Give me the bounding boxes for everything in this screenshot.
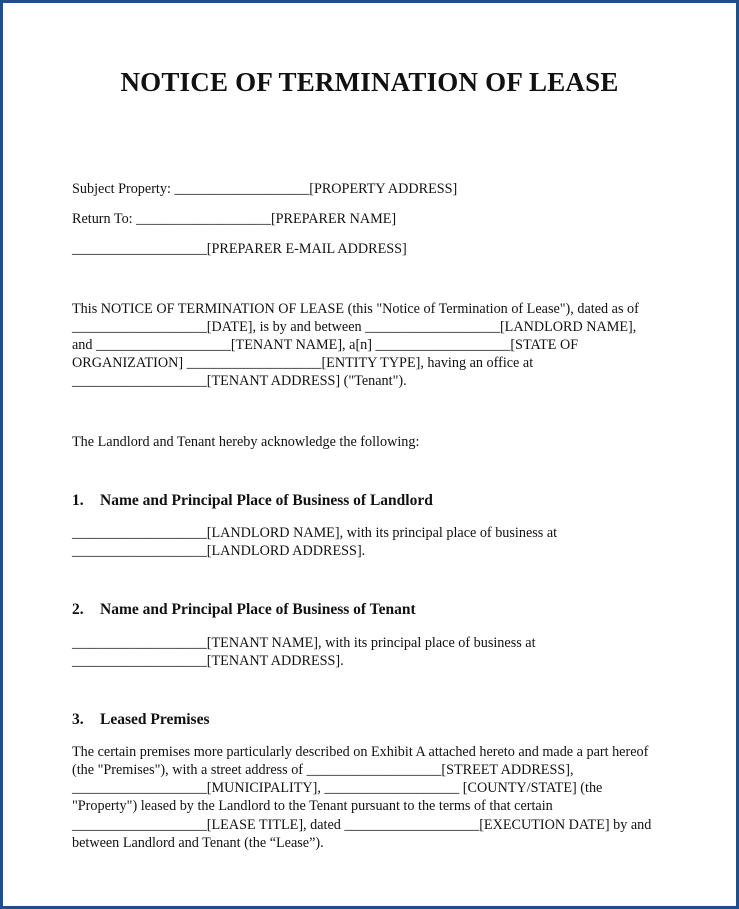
section-line: ___________________[LANDLORD ADDRESS]. bbox=[72, 543, 366, 559]
section-number: 3. bbox=[72, 711, 84, 728]
section-line: ___________________[LANDLORD NAME], with its principal place of business at bbox=[72, 525, 558, 541]
section-number: 2. bbox=[72, 601, 84, 618]
section-heading-3 bbox=[72, 711, 209, 729]
section-title: Leased Premises bbox=[100, 711, 210, 728]
intro-line: ___________________[DATE], is by and between ___________________[LANDLORD NAME], bbox=[72, 319, 637, 335]
section-line: ___________________[TENANT NAME], with its principal place of business at bbox=[72, 635, 536, 651]
intro-line: ORGANIZATION] ___________________[ENTITY TYPE], having an office at bbox=[72, 355, 534, 371]
section-title: Name and Principal Place of Business of Tenant bbox=[100, 601, 416, 618]
section-title: Name and Principal Place of Business of Landlord bbox=[100, 492, 433, 509]
section-line: between Landlord and Tenant (the “Lease”). bbox=[72, 835, 324, 851]
section-number: 1. bbox=[72, 492, 84, 509]
section-line: The certain premises more particularly described on Exhibit A attached hereto and made a part hereof bbox=[72, 744, 649, 760]
section-heading-2 bbox=[72, 601, 416, 619]
intro-line: This NOTICE OF TERMINATION OF LEASE (this "Notice of Termination of Lease"), dated as of bbox=[72, 301, 639, 317]
section-heading-1 bbox=[72, 492, 433, 510]
intro-line: ___________________[TENANT ADDRESS] ("Tenant"). bbox=[72, 373, 407, 389]
subject-property-line: Subject Property: ___________________[PROPERTY ADDRESS] bbox=[72, 181, 458, 197]
acknowledge-line: The Landlord and Tenant hereby acknowledge the following: bbox=[72, 434, 420, 450]
section-line: ___________________[LEASE TITLE], dated ___________________[EXECUTION DATE] by and bbox=[72, 817, 652, 833]
section-line: "Property") leased by the Landlord to the Tenant pursuant to the terms of that certain bbox=[72, 798, 553, 814]
section-line: ___________________[MUNICIPALITY], ___________________ [COUNTY/STATE] (the bbox=[72, 780, 603, 796]
document-title: NOTICE OF TERMINATION OF LEASE bbox=[120, 67, 619, 97]
section-line: ___________________[TENANT ADDRESS]. bbox=[72, 653, 344, 669]
section-line: (the "Premises"), with a street address of ___________________[STREET ADDRESS], bbox=[72, 762, 574, 778]
preparer-email-line: ___________________[PREPARER E-MAIL ADDRESS] bbox=[72, 241, 407, 257]
intro-line: and ___________________[TENANT NAME], a[n] ___________________[STATE OF bbox=[72, 337, 579, 353]
return-to-line: Return To: ___________________[PREPARER NAME] bbox=[72, 211, 397, 227]
